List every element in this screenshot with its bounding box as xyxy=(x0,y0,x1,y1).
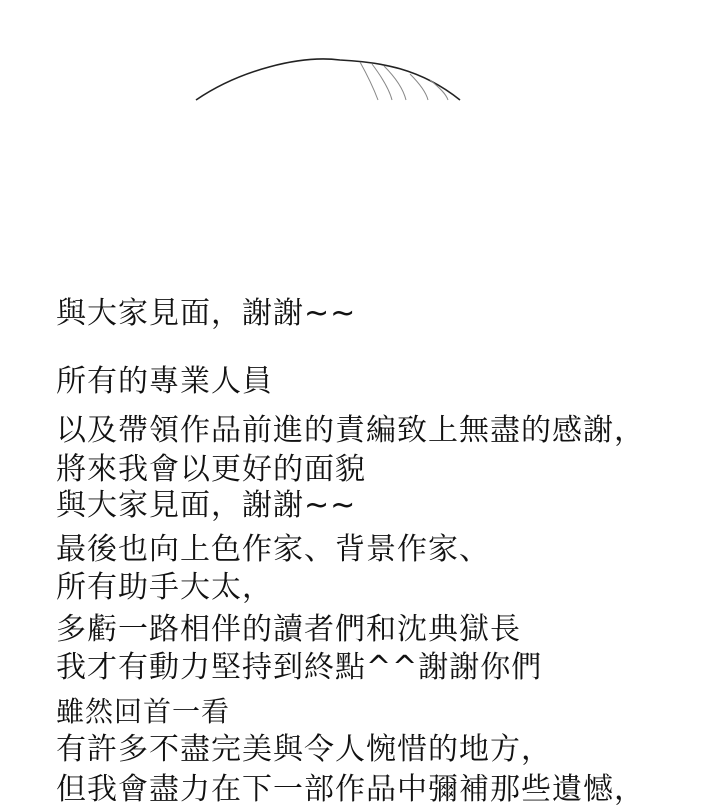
caption-line: 最後也向上色作家、背景作家、 xyxy=(56,532,490,567)
caption-line: 雖然回首一看 xyxy=(56,695,231,728)
caption-line: 我才有動力堅持到終點^^謝謝你們 xyxy=(56,650,543,685)
caption-line: 將來我會以更好的面貌 xyxy=(56,452,366,487)
sketch-hair-2 xyxy=(372,64,392,100)
caption-line: 以及帶領作品前進的責編致上無盡的感謝， xyxy=(56,413,645,448)
caption-line-clipped: 所有的專業人員 xyxy=(56,364,273,399)
caption-line: 與大家見面，謝謝~~ xyxy=(56,296,357,331)
caption-panel-3 xyxy=(0,694,720,807)
caption-line: 多虧一路相伴的讀者們和沈典獄長 xyxy=(56,612,521,647)
caption-panel-2 xyxy=(0,528,720,690)
caption-panel-1 xyxy=(0,364,720,523)
sketch-outline xyxy=(196,59,460,100)
caption-line: 所有助手大太， xyxy=(56,570,273,605)
caption-line-clipped: 與大家見面，謝謝~~ xyxy=(56,488,357,523)
sketch-hair-3 xyxy=(384,66,406,100)
caption-line: 但我會盡力在下一部作品中彌補那些遺憾， xyxy=(56,772,645,807)
head-sketch-illustration xyxy=(0,0,720,120)
caption-line: 有許多不盡完美與令人惋惜的地方， xyxy=(56,732,552,767)
